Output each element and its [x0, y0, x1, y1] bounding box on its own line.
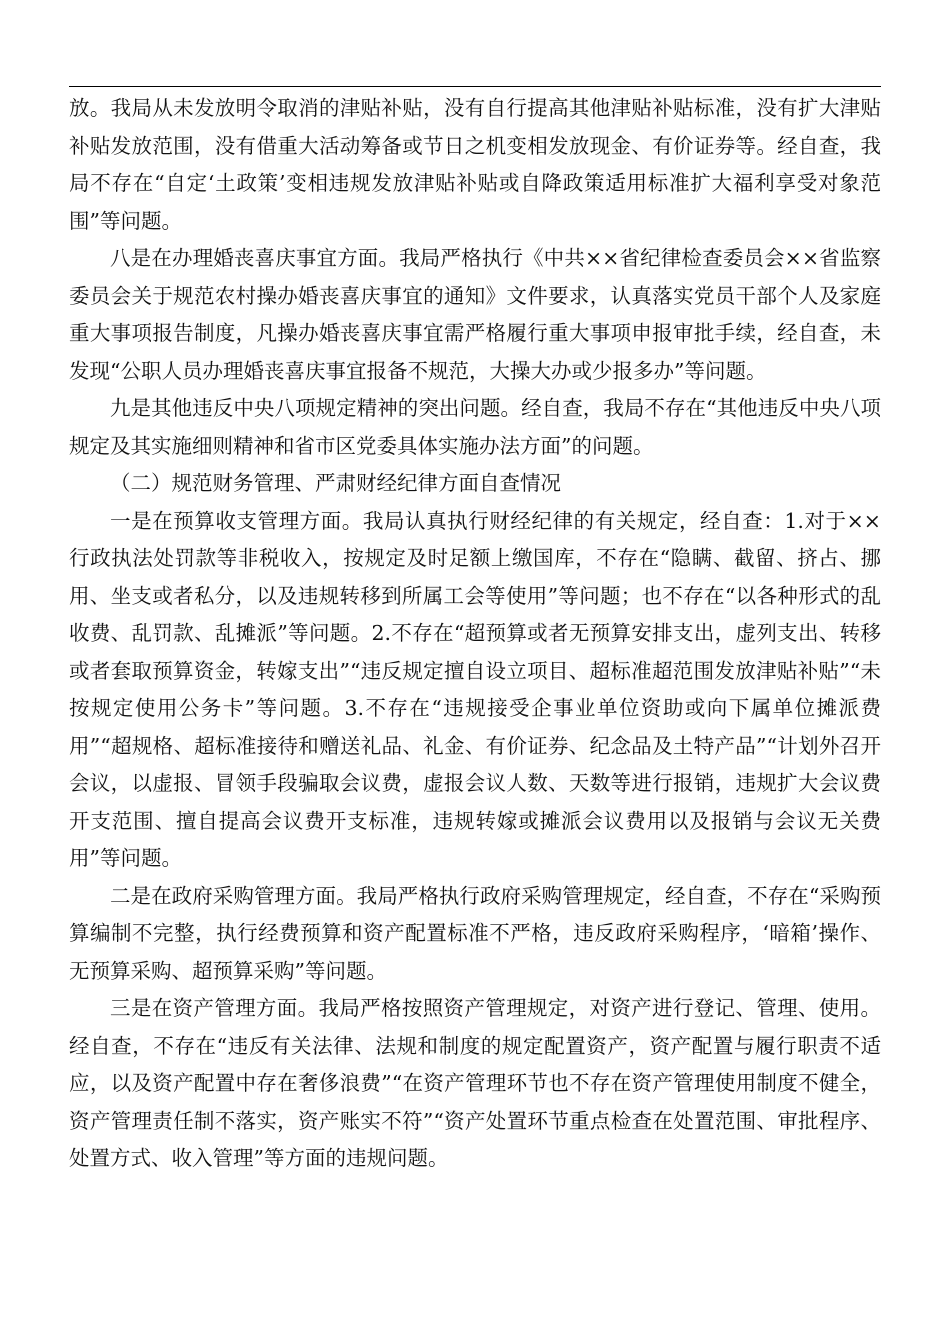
header-rule [69, 86, 881, 87]
paragraph-procurement: 二是在政府采购管理方面。我局严格执行政府采购管理规定，经自查，不存在“采购预算编制不完整，执行经费预算和资产配置标准不严格，违反政府采购程序，‘暗箱’操作、无预算采购、超预算采购”等问题。 [69, 883, 881, 983]
document-body [69, 90, 881, 1178]
section-heading: （二）规范财务管理、严肃财经纪律方面自查情况 [110, 471, 561, 495]
paragraph-continuation: 放。我局从未发放明令取消的津贴补贴，没有自行提高其他津贴补贴标准，没有扩大津贴补贴发放范围，没有借重大活动筹备或节日之机变相发放现金、有价证券等。经自查，我局不存在“自定‘土政策’变相违规发放津贴补贴或自降政策适用标准扩大福利享受对象范围”等问题。 [69, 96, 881, 233]
paragraph-assets: 三是在资产管理方面。我局严格按照资产管理规定，对资产进行登记、管理、使用。经自查，不存在“违反有关法律、法规和制度的规定配置资产，资产配置与履行职责不适应，以及资产配置中存在奢侈浪费”“在资产管理环节也不存在资产管理使用制度不健全，资产管理责任制不落实，资产账实不符”“资产处置环节重点检查在处置范围、审批程序、处置方式、收入管理”等方面的违规问题。 [69, 996, 881, 1170]
paragraph-item-nine: 九是其他违反中央八项规定精神的突出问题。经自查，我局不存在“其他违反中央八项规定及其实施细则精神和省市区党委具体实施办法方面”的问题。 [69, 396, 881, 458]
paragraph-item-eight: 八是在办理婚丧喜庆事宜方面。我局严格执行《中共××省纪律检查委员会××省监察委员会关于规范农村操办婚丧喜庆事宜的通知》文件要求，认真落实党员干部个人及家庭重大事项报告制度，凡操办婚丧喜庆事宜需严格履行重大事项申报审批手续，经自查，未发现“公职人员办理婚丧喜庆事宜报备不规范，大操大办或少报多办”等问题。 [69, 246, 881, 383]
paragraph-budget: 一是在预算收支管理方面。我局认真执行财经纪律的有关规定，经自查：1.对于××行政执法处罚款等非税收入，按规定及时足额上缴国库，不存在“隐瞒、截留、挤占、挪用、坐支或者私分，以及违规转移到所属工会等使用”等问题；也不存在“以各种形式的乱收费、乱罚款、乱摊派”等问题。2.不存在“超预算或者无预算安排支出，虚列支出、转移或者套取预算资金，转嫁支出”“违反规定擅自设立项目、超标准超范围发放津贴补贴”“未按规定使用公务卡”等问题。3.不存在“违规接受企事业单位资助或向下属单位摊派费用”“超规格、超标准接待和赠送礼品、礼金、有价证券、纪念品及土特产品”“计划外召开会议，以虚报、冒领手段骗取会议费，虚报会议人数、天数等进行报销，违规扩大会议费开支范围、擅自提高会议费开支标准，违规转嫁或摊派会议费用以及报销与会议无关费用”等问题。 [69, 508, 881, 870]
